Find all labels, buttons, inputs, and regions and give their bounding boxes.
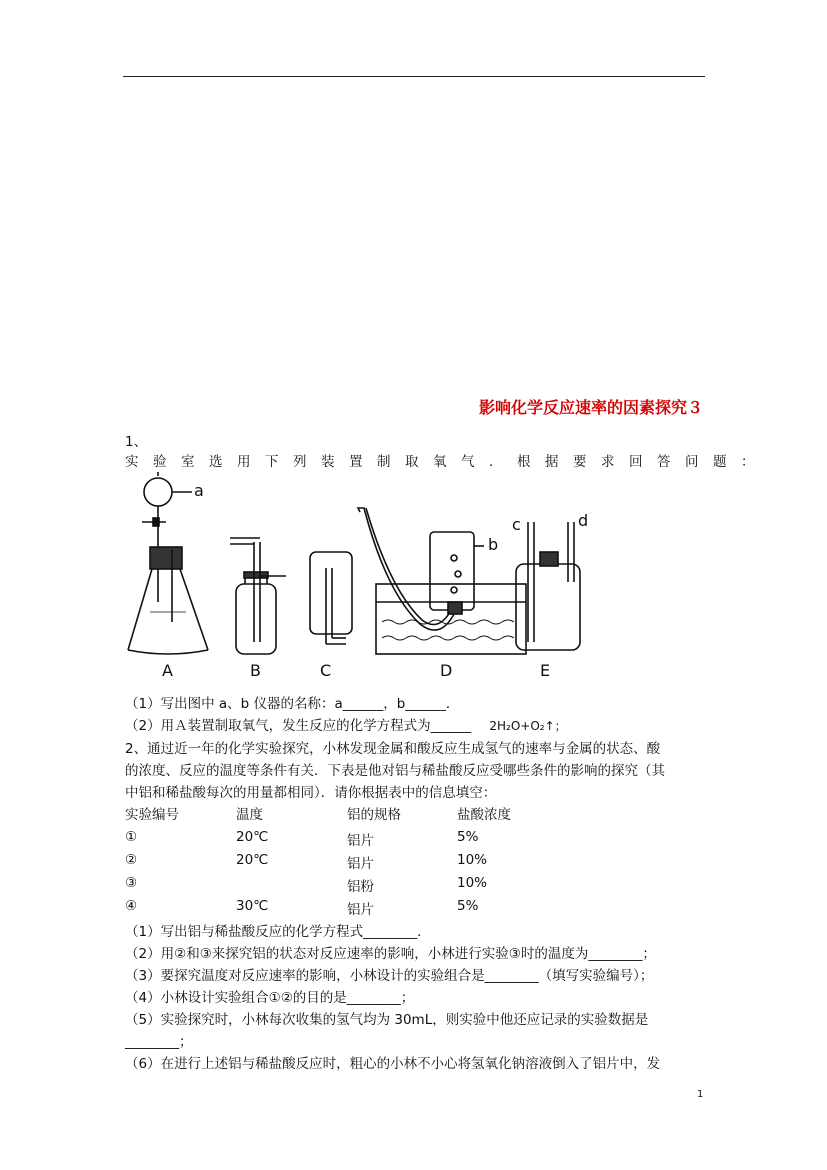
fig-label-B: B (250, 661, 261, 680)
q1-number: 1、 (125, 434, 148, 450)
q2-sub-5-continued: ________； (125, 1034, 193, 1050)
table-cell: ③ (125, 875, 138, 891)
apparatus-c (310, 552, 352, 644)
q2-sub-3: （3）要探究温度对反应速率的影响，小林设计的实验组合是________（填写实验编号）； (125, 968, 654, 984)
table-header: 盐酸浓度 (457, 807, 511, 823)
table-cell: 20℃ (236, 829, 269, 845)
apparatus-b (230, 538, 286, 654)
q2-intro-line-3: 中铝和稀盐酸每次的用量都相同）．请你根据表中的信息填空： (125, 785, 497, 801)
page-title: 影响化学反应速率的因素探究３ (478, 398, 703, 417)
q2-intro-line-2: 的浓度、反应的温度等条件有关．下表是他对铝与稀盐酸反应受哪些条件的影响的探究（其 (125, 763, 665, 779)
table-cell: 5% (457, 898, 479, 914)
fig-label-D: D (440, 661, 453, 680)
table-cell: 10% (457, 875, 488, 891)
apparatus-figure (120, 472, 720, 684)
table-header: 铝的规格 (347, 807, 401, 823)
table-cell: 30℃ (236, 898, 269, 914)
q1-intro: 实验室选用下列装置制取氧气．根据要求回答问题： (125, 454, 769, 470)
q2-sub-1: （1）写出铝与稀盐酸反应的化学方程式________． (125, 924, 431, 940)
fig-label-C: C (320, 661, 332, 680)
page-number: 1 (697, 1089, 704, 1100)
q2-sub-4: （4）小林设计实验组合①②的目的是________； (125, 990, 415, 1006)
q2-sub-6: （6）在进行上述铝与稀盐酸反应时，粗心的小林不小心将氢氧化钠溶液倒入了铝片中，发 (125, 1056, 661, 1072)
table-cell: 铝粉 (347, 879, 374, 895)
table-cell: 铝片 (347, 902, 374, 918)
fig-label-d: d (578, 511, 589, 530)
table-cell: 20℃ (236, 852, 269, 868)
q2-sub-5: （5）实验探究时，小林每次收集的氢气均为 30mL，则实验中他还应记录的实验数据是 (125, 1012, 649, 1028)
table-cell: 10% (457, 852, 488, 868)
fig-label-a: a (194, 481, 204, 500)
apparatus-d (358, 508, 526, 654)
q1-sub2-formula: 2H₂O+O₂↑； (489, 719, 567, 733)
fig-label-E: E (540, 661, 551, 680)
fig-label-b: b (488, 535, 499, 554)
q1-sub1: （1）写出图中 a、b 仪器的名称：a______，b______． (125, 696, 460, 712)
q2-sub-2: （2）用②和③来探究铝的状态对反应速率的影响，小林进行实验③时的温度为________； (125, 946, 656, 962)
table-cell: ② (125, 852, 138, 868)
fig-label-A: A (162, 661, 173, 680)
table-cell: 铝片 (347, 833, 374, 849)
q1-sub2-text: （2）用Ａ装置制取氧气，发生反应的化学方程式为______ (125, 718, 472, 734)
header-rule (123, 76, 705, 77)
table-cell: ① (125, 829, 138, 845)
table-header: 温度 (236, 807, 263, 823)
fig-label-c: c (512, 515, 521, 534)
q2-intro-line-1: 2、通过近一年的化学实验探究，小林发现金属和酸反应生成氢气的速率与金属的状态、酸 (125, 741, 661, 757)
table-cell: ④ (125, 898, 138, 914)
table-cell: 铝片 (347, 856, 374, 872)
table-header: 实验编号 (125, 807, 179, 823)
table-cell: 5% (457, 829, 479, 845)
q1-sub2 (125, 714, 567, 734)
